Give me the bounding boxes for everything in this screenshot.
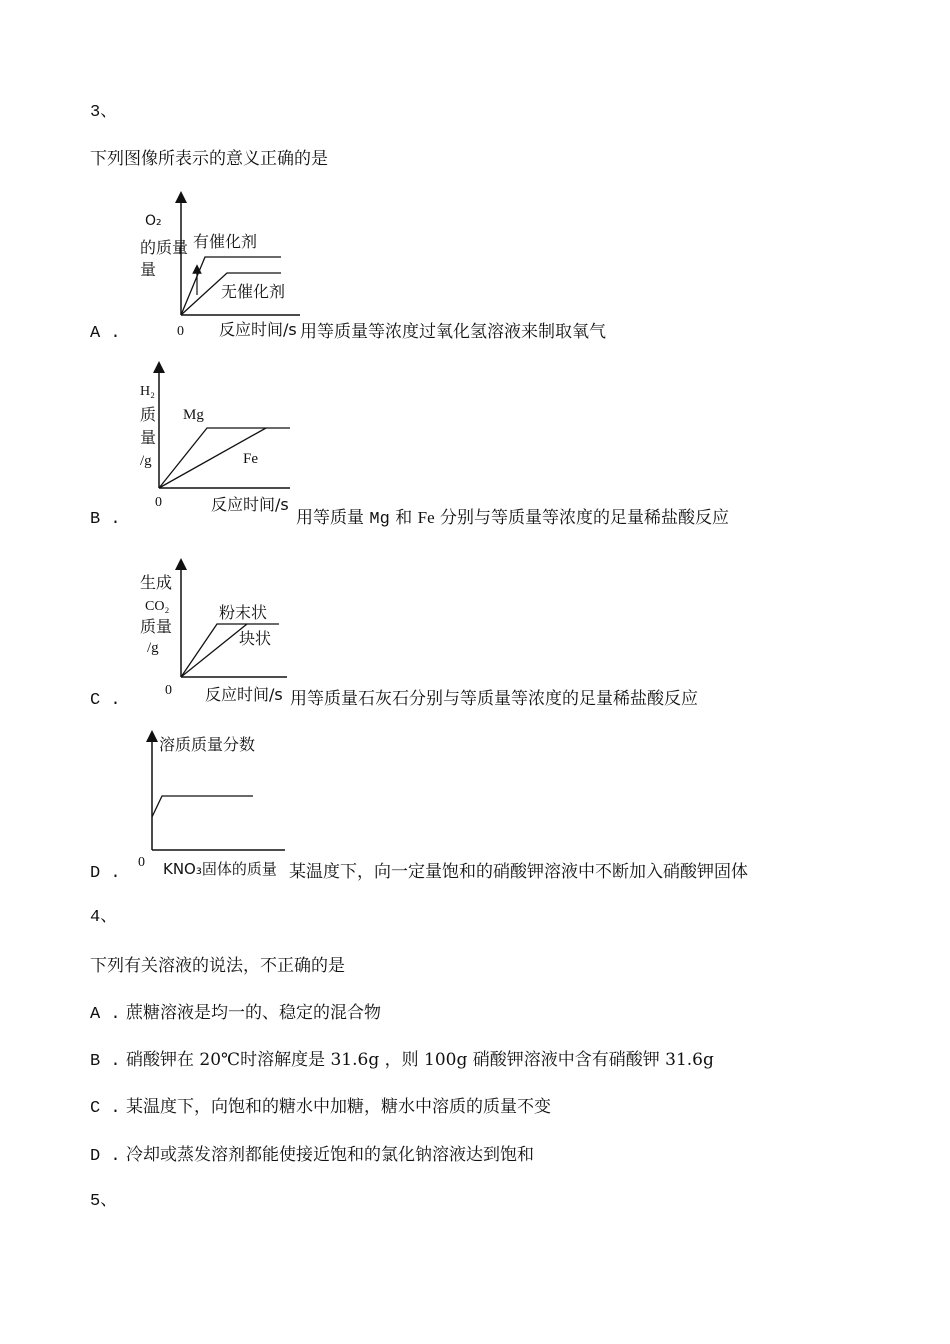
y-label-4: /g bbox=[147, 640, 159, 656]
curve-mg bbox=[159, 428, 290, 488]
q4-option-d-text: 冷却或蒸发溶剂都能使接近饱和的氯化钠溶液达到饱和 bbox=[126, 1145, 535, 1165]
option-d-text: 某温度下，向一定量饱和的硝酸钾溶液中不断加入硝酸钾固体 bbox=[289, 862, 748, 882]
q4-option-d-label: D . bbox=[90, 1147, 121, 1166]
option-b-mg: Mg bbox=[369, 510, 390, 529]
question-3-number: 3、 bbox=[90, 103, 118, 122]
graph-a bbox=[135, 195, 305, 340]
y-label-2: 质 bbox=[140, 405, 157, 424]
option-a-label: A . bbox=[90, 324, 121, 343]
y-label-3: 量 bbox=[140, 260, 157, 279]
option-b-text bbox=[296, 508, 729, 530]
y-label: 溶质质量分数 bbox=[159, 735, 256, 754]
x-label: KNO₃固体的质量 bbox=[163, 860, 277, 878]
origin-label: 0 bbox=[177, 324, 184, 339]
y-label-4: /g bbox=[140, 453, 152, 469]
curve-label-mg: Mg bbox=[183, 407, 204, 423]
q4-option-a-label: A . bbox=[90, 1005, 121, 1024]
curve-label-block: 块状 bbox=[239, 629, 272, 648]
origin-label: 0 bbox=[155, 495, 162, 510]
option-d-label: D . bbox=[90, 864, 121, 883]
y-label-2: CO₂ bbox=[145, 599, 170, 614]
curve-block bbox=[181, 624, 247, 677]
origin-label: 0 bbox=[165, 683, 172, 698]
y-label-3: 质量 bbox=[140, 617, 173, 636]
option-b-text-post: 分别与等质量等浓度的足量稀盐酸反应 bbox=[434, 508, 730, 528]
option-b-text-pre: 用等质量 bbox=[296, 508, 370, 528]
origin-label: 0 bbox=[138, 855, 145, 870]
curve-solute-fraction bbox=[152, 796, 253, 817]
x-label: 反应时间/s bbox=[205, 685, 283, 704]
q4-option-c bbox=[90, 1097, 551, 1119]
question-5-number: 5、 bbox=[90, 1192, 118, 1211]
curve-label-no-catalyst: 无催化剂 bbox=[221, 282, 286, 301]
option-a-text: 用等质量等浓度过氧化氢溶液来制取氧气 bbox=[300, 322, 606, 342]
option-c bbox=[90, 689, 121, 711]
q4-option-b-label: B . bbox=[90, 1052, 121, 1071]
question-4-stem: 下列有关溶液的说法，不正确的是 bbox=[90, 956, 345, 976]
graph-c bbox=[135, 562, 295, 707]
x-label: 反应时间/s bbox=[211, 495, 289, 514]
y-label-1: O₂ bbox=[145, 213, 162, 229]
q4-option-a-text: 蔗糖溶液是均一的、稳定的混合物 bbox=[126, 1003, 382, 1023]
y-label-1: H₂ bbox=[140, 384, 155, 399]
option-a bbox=[90, 322, 121, 344]
q4-option-b-text: 硝酸钾在 20℃时溶解度是 31.6g ，则 100g 硝酸钾溶液中含有硝酸钾 31.6g bbox=[126, 1050, 714, 1070]
option-b-text-mid: 和 bbox=[389, 508, 418, 528]
question-3-stem: 下列图像所表示的意义正确的是 bbox=[90, 149, 328, 169]
q4-option-a bbox=[90, 1003, 381, 1025]
curve-label-powder: 粉末状 bbox=[219, 603, 268, 622]
curve-label-fe: Fe bbox=[243, 451, 258, 467]
option-b-fe: Fe bbox=[417, 508, 435, 527]
q4-option-b bbox=[90, 1050, 714, 1072]
question-4-number: 4、 bbox=[90, 908, 118, 927]
y-label-1: 生成 bbox=[140, 573, 173, 592]
q4-option-c-label: C . bbox=[90, 1099, 121, 1118]
graph-d bbox=[135, 730, 295, 880]
q4-option-c-text: 某温度下，向饱和的糖水中加糖，糖水中溶质的质量不变 bbox=[126, 1097, 552, 1117]
y-label-3: 量 bbox=[140, 428, 157, 447]
curve-label-catalyst: 有催化剂 bbox=[193, 232, 258, 251]
option-c-text: 用等质量石灰石分别与等质量等浓度的足量稀盐酸反应 bbox=[290, 689, 698, 709]
y-label-2: 的质量 bbox=[140, 238, 189, 257]
graph-b bbox=[135, 365, 300, 515]
option-d bbox=[90, 862, 121, 884]
option-b bbox=[90, 508, 121, 530]
q4-option-d bbox=[90, 1145, 534, 1167]
option-c-label: C . bbox=[90, 691, 121, 710]
x-label: 反应时间/s bbox=[219, 320, 297, 339]
option-b-label: B . bbox=[90, 510, 121, 529]
